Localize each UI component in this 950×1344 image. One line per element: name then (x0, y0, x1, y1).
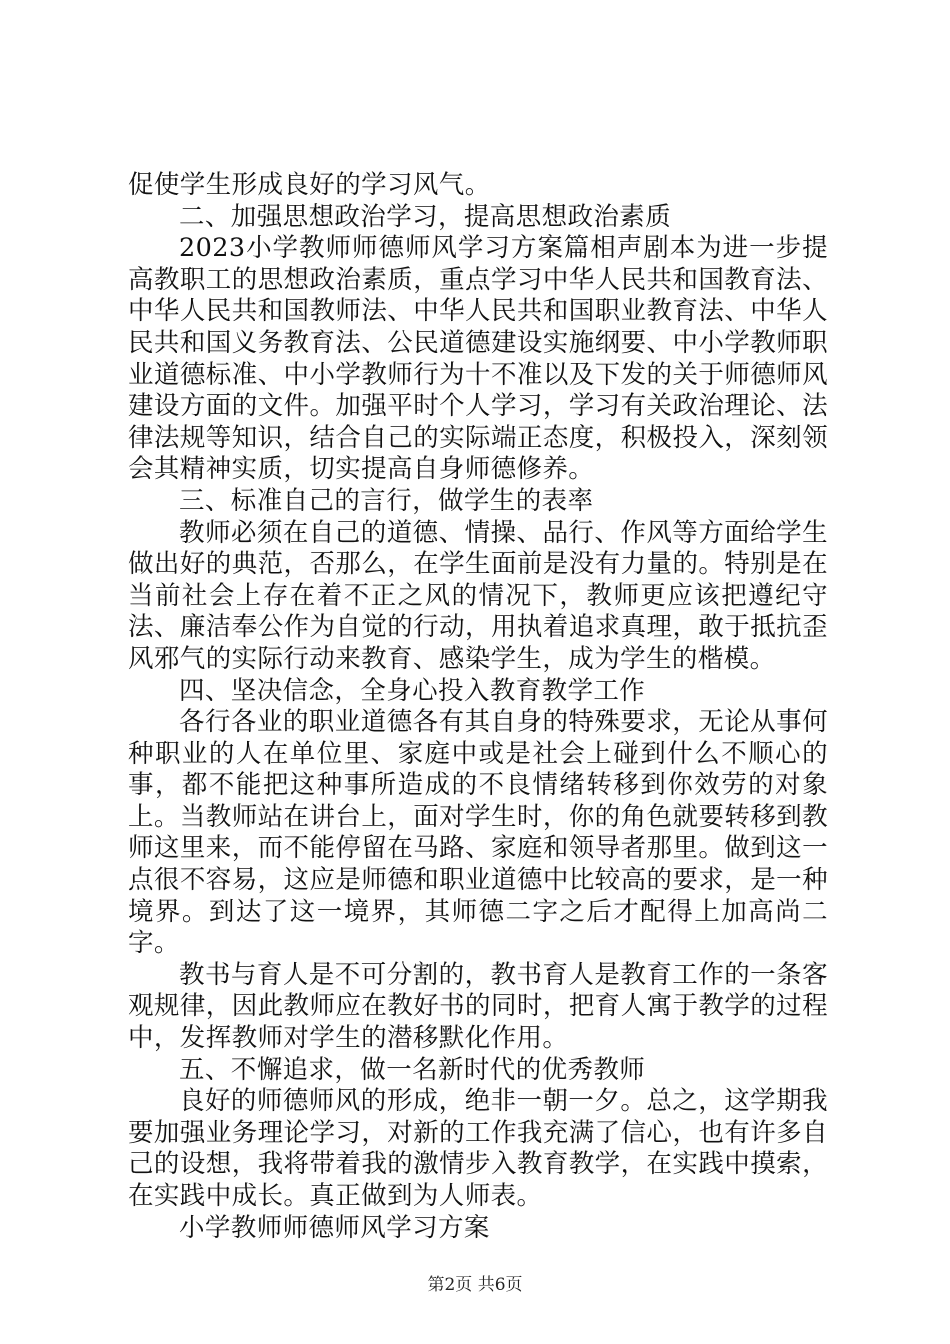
section-heading: 五、不懈追求，做一名新时代的优秀教师 (179, 1054, 646, 1085)
paragraph: 教师必须在自己的道德、情操、品行、作风等方面给学生做出好的典范，否那么，在学生面前是没有力量的。特别是在当前社会上存在着不正之风的情况下，教师更应该把遵纪守法、廉洁奉公作为自觉的行动，用执着追求真理，敢于抵抗歪风邪气的实际行动来教育、感染学生，成为学生的楷模。 (128, 517, 828, 674)
section-heading: 二、加强思想政治学习，提高思想政治素质 (179, 201, 672, 232)
section-heading: 四、坚决信念，全身心投入教育教学工作 (179, 675, 646, 706)
paragraph: 各行各业的职业道德各有其自身的特殊要求，无论从事何种职业的人在单位里、家庭中或是社会上碰到什么不顺心的事，都不能把这种事所造成的不良情绪转移到你效劳的对象上。当教师站在讲台上，面对学生时，你的角色就要转移到教师这里来，而不能停留在马路、家庭和领导者那里。做到这一点很不容易，这应是师德和职业道德中比较高的要求，是一种境界。到达了这一境界，其师德二字之后才配得上加高尚二字。 (128, 707, 828, 959)
section-heading: 三、标准自己的言行，做学生的表率 (179, 485, 594, 516)
document-subtitle: 小学教师师德师风学习方案 (179, 1212, 490, 1243)
paragraph: 2023小学教师师德师风学习方案篇相声剧本为进一步提高教职工的思想政治素质，重点学习中华人民共和国教育法、中华人民共和国教师法、中华人民共和国职业教育法、中华人民共和国义务教育法、公民道德建设实施纲要、中小学教师职业道德标准、中小学教师行为十不准以及下发的关于师德师风建设方面的文件。加强平时个人学习，学习有关政治理论、法律法规等知识，结合自己的实际端正态度，积极投入，深刻领会其精神实质，切实提高自身师德修养。 (128, 233, 828, 485)
paragraph: 促使学生形成良好的学习风气。 (128, 170, 491, 200)
paragraph: 教书与育人是不可分割的，教书育人是教育工作的一条客观规律，因此教师应在教好书的同时，把育人寓于教学的过程中，发挥教师对学生的潜移默化作用。 (128, 959, 828, 1054)
document-body (128, 170, 828, 1244)
paragraph: 良好的师德师风的形成，绝非一朝一夕。总之，这学期我要加强业务理论学习，对新的工作我充满了信心，也有许多自己的设想，我将带着我的激情步入教育教学，在实践中摸索，在实践中成长。真正做到为人师表。 (128, 1086, 828, 1211)
page-number: 第2页 共6页 (427, 1275, 523, 1295)
